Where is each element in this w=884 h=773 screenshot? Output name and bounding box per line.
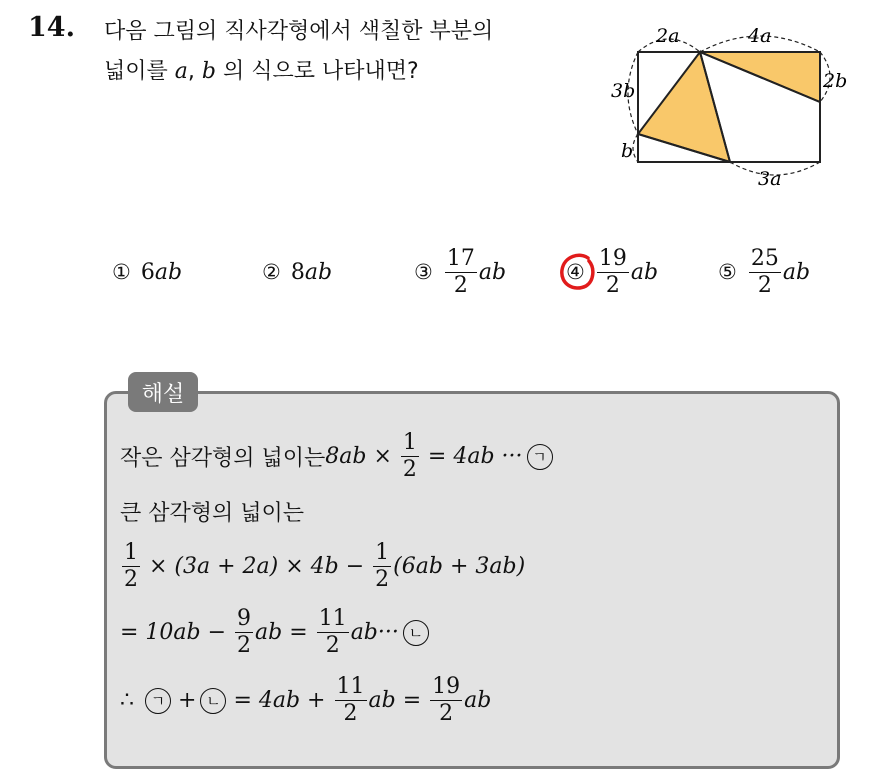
fraction-denominator: 2: [453, 272, 468, 298]
therefore-sign: ∴: [120, 688, 134, 713]
expression: = 10ab −: [120, 620, 227, 645]
choice-3[interactable]: [414, 242, 506, 302]
choice-1[interactable]: [112, 242, 182, 302]
choice-number: ①: [112, 260, 131, 284]
fraction-denominator: 2: [124, 567, 138, 592]
expression: ab =: [368, 688, 422, 713]
solution-text: 작은 삼각형의 넓이는: [120, 446, 326, 471]
expression: ab: [464, 688, 492, 713]
fraction-nineteen-halves: [430, 674, 462, 727]
fraction-numerator: 19: [598, 245, 627, 271]
expression: = 4ab +: [233, 688, 326, 713]
circled-mark-1: ㄱ: [145, 688, 171, 714]
fraction-numerator: 25: [750, 245, 779, 271]
fraction-half: [373, 540, 391, 593]
fraction-denominator: 2: [325, 633, 340, 658]
solution-text: 큰 삼각형의 넓이는: [120, 501, 305, 526]
circled-mark-2: ㄴ: [200, 688, 226, 714]
fraction-numerator: 9: [237, 606, 252, 631]
solution-tag: 해설: [128, 372, 198, 412]
fraction-denominator: 2: [402, 457, 417, 482]
answer-circle-mark: [558, 250, 598, 294]
shaded-triangle-large: [638, 52, 730, 162]
times-sign: ×: [373, 444, 392, 469]
solution-line-5: [120, 674, 491, 727]
label-4a: 4a: [748, 25, 772, 47]
choice-number: ②: [262, 260, 281, 284]
question-line-2-end: 의 식으로 나타내면?: [215, 59, 419, 84]
question-line-1: 다음 그림의 직사각형에서 색칠한 부분의: [104, 19, 494, 44]
fraction-numerator: 1: [124, 540, 138, 565]
fraction-numerator: 11: [336, 674, 365, 699]
fraction-numerator: 11: [318, 606, 347, 631]
comma: ,: [187, 59, 202, 84]
label-3b: 3b: [611, 80, 636, 102]
fraction-denominator: 2: [343, 701, 358, 726]
choice-2[interactable]: [262, 242, 332, 302]
choice-variable: ab: [154, 259, 183, 285]
choice-number: ③: [414, 260, 433, 284]
fraction-numerator: 17: [446, 245, 475, 271]
choice-fraction: [597, 246, 629, 299]
expression: 8ab: [325, 444, 367, 469]
plus-sign: +: [178, 688, 197, 713]
label-2b: 2b: [823, 70, 848, 92]
fraction-half: [401, 430, 419, 483]
circled-mark-2: ㄴ: [403, 620, 429, 646]
choice-variable: ab: [782, 259, 811, 285]
choice-variable: ab: [478, 259, 507, 285]
question-number: 14.: [28, 12, 75, 43]
solution-line-4: [120, 606, 429, 659]
fraction-eleven-halves: [335, 674, 367, 727]
fraction-numerator: 1: [375, 540, 390, 565]
expression: × (3a + 2a) × 4b −: [149, 554, 365, 579]
variable-a: a: [174, 59, 188, 84]
choice-5[interactable]: [718, 242, 810, 302]
expression: ab =: [255, 620, 308, 645]
rectangle-figure: [608, 12, 858, 196]
solution-line-1: [120, 430, 553, 483]
fraction-denominator: 2: [237, 633, 252, 658]
fraction-denominator: 2: [605, 272, 620, 298]
fraction-denominator: 2: [757, 272, 772, 298]
choice-fraction: [445, 246, 477, 299]
solution-line-2: [120, 496, 304, 527]
expression: = 4ab ···: [427, 444, 523, 469]
choice-variable: ab: [304, 259, 333, 285]
fraction-eleven-halves: [317, 606, 349, 659]
choice-number: ⑤: [718, 260, 737, 284]
choice-coefficient: 8: [290, 259, 305, 285]
fraction-numerator: 1: [402, 430, 417, 455]
choice-coefficient: 6: [140, 259, 155, 285]
fraction-half: [122, 540, 140, 593]
question-line-2-start: 넓이를: [104, 59, 175, 84]
fraction-nine-halves: [235, 606, 253, 659]
choice-number-glyph: ④: [566, 260, 585, 284]
question-line-2: [104, 52, 604, 92]
circled-mark-1: ㄱ: [527, 444, 553, 470]
choice-variable: ab: [630, 259, 659, 285]
solution-line-3: [120, 540, 525, 593]
rectangle-figure-svg: [608, 12, 858, 192]
choice-fraction: [749, 246, 781, 299]
fraction-numerator: 19: [432, 674, 461, 699]
choice-4[interactable]: [566, 242, 658, 302]
question-text: [104, 12, 604, 92]
variable-b: b: [201, 59, 216, 84]
fraction-denominator: 2: [375, 567, 390, 592]
label-b: b: [621, 140, 634, 162]
fraction-denominator: 2: [439, 701, 454, 726]
label-2a: 2a: [656, 25, 680, 47]
expression: (6ab + 3ab): [393, 554, 526, 579]
expression: ab···: [350, 620, 399, 645]
label-3a: 3a: [758, 168, 782, 190]
choice-number: [566, 260, 585, 284]
